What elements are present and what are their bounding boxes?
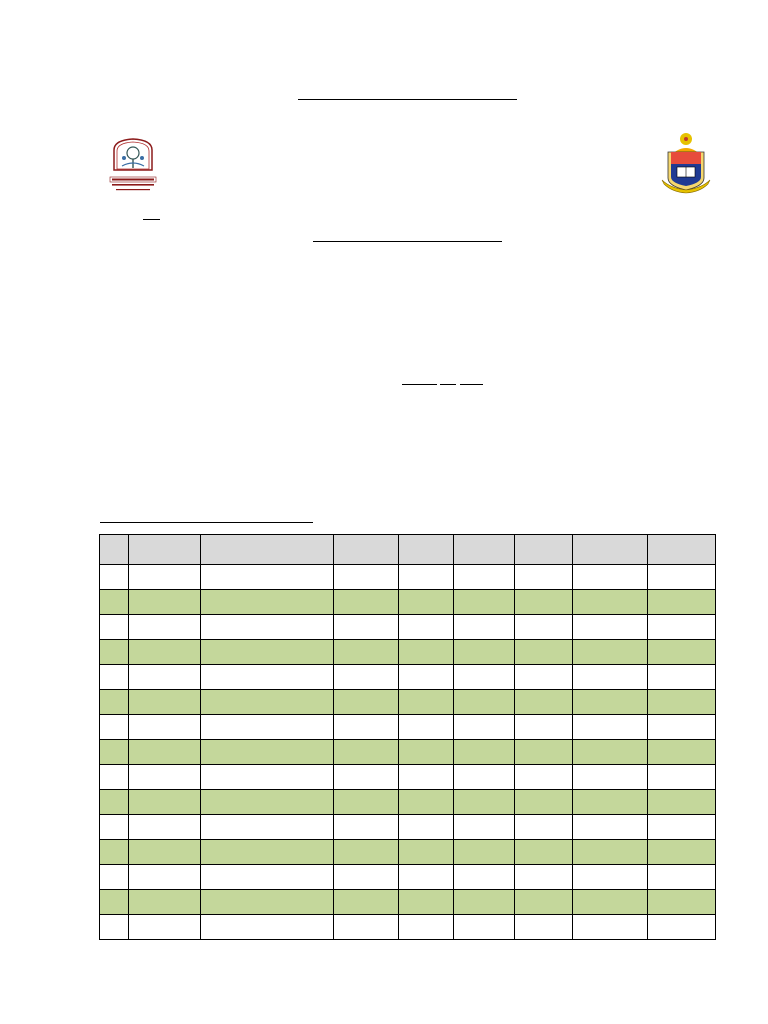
table-cell: [515, 565, 573, 590]
table-row: [100, 865, 716, 890]
table-cell: [573, 715, 648, 740]
table-cell: [399, 740, 454, 765]
table-cell: [129, 840, 201, 865]
table-cell: [129, 865, 201, 890]
table-cell: [129, 715, 201, 740]
table-cell: [454, 665, 515, 690]
table-cell: [334, 915, 399, 940]
table-cell: [201, 765, 334, 790]
header-cell: [129, 535, 201, 565]
table-cell: [100, 790, 129, 815]
header-cell: [201, 535, 334, 565]
table-cell: [201, 915, 334, 940]
table-cell: [573, 615, 648, 640]
table-cell: [399, 565, 454, 590]
table-cell: [399, 790, 454, 815]
table-row: [100, 765, 716, 790]
table-cell: [334, 590, 399, 615]
table-row: [100, 615, 716, 640]
table-cell: [454, 915, 515, 940]
table-cell: [100, 765, 129, 790]
table-cell: [100, 665, 129, 690]
table-cell: [515, 915, 573, 940]
table-row: [100, 565, 716, 590]
table-cell: [201, 615, 334, 640]
table-cell: [399, 690, 454, 715]
table-cell: [454, 790, 515, 815]
table-cell: [573, 815, 648, 840]
table-cell: [515, 740, 573, 765]
table-cell: [648, 815, 716, 840]
table-cell: [399, 615, 454, 640]
development-communication-logo: [108, 136, 158, 194]
table-cell: [573, 640, 648, 665]
table-cell: [100, 840, 129, 865]
header-cell: [648, 535, 716, 565]
table-header-row: [100, 535, 716, 565]
table-cell: [201, 565, 334, 590]
table-row: [100, 815, 716, 840]
date-day-underline: [402, 384, 437, 385]
university-crest-icon: [660, 130, 712, 194]
data-table: [99, 534, 716, 940]
table-cell: [454, 840, 515, 865]
table-cell: [399, 765, 454, 790]
table-cell: [129, 815, 201, 840]
table-cell: [399, 590, 454, 615]
table-row: [100, 690, 716, 715]
table-cell: [334, 865, 399, 890]
table-cell: [100, 615, 129, 640]
table-cell: [454, 715, 515, 740]
table-cell: [201, 790, 334, 815]
table-cell: [454, 690, 515, 715]
table-cell: [573, 665, 648, 690]
header-cell: [573, 535, 648, 565]
table-cell: [334, 765, 399, 790]
table-cell: [573, 765, 648, 790]
table-cell: [100, 740, 129, 765]
table-cell: [201, 840, 334, 865]
table-cell: [573, 865, 648, 890]
table-row: [100, 790, 716, 815]
table-cell: [100, 590, 129, 615]
table-cell: [129, 890, 201, 915]
header-cell: [399, 535, 454, 565]
table-cell: [454, 565, 515, 590]
table-cell: [454, 865, 515, 890]
table-cell: [573, 840, 648, 865]
table-cell: [399, 915, 454, 940]
table-cell: [129, 790, 201, 815]
table-cell: [573, 915, 648, 940]
date-year-underline: [460, 384, 483, 385]
table-cell: [648, 915, 716, 940]
table-cell: [648, 790, 716, 815]
table-cell: [454, 765, 515, 790]
table-cell: [399, 640, 454, 665]
table-cell: [454, 615, 515, 640]
table-cell: [399, 815, 454, 840]
table-cell: [334, 640, 399, 665]
table-row: [100, 590, 716, 615]
table-cell: [201, 715, 334, 740]
table-row: [100, 715, 716, 740]
table-cell: [515, 690, 573, 715]
table-cell: [129, 690, 201, 715]
table-cell: [648, 640, 716, 665]
table-cell: [454, 740, 515, 765]
table-cell: [399, 890, 454, 915]
table-cell: [201, 740, 334, 765]
table-cell: [515, 590, 573, 615]
table-row: [100, 890, 716, 915]
table-cell: [573, 790, 648, 815]
table-cell: [334, 715, 399, 740]
table-cell: [648, 565, 716, 590]
table-cell: [515, 890, 573, 915]
table-cell: [515, 665, 573, 690]
table-cell: [100, 890, 129, 915]
table-cell: [454, 815, 515, 840]
table-cell: [515, 840, 573, 865]
table-cell: [648, 765, 716, 790]
table-cell: [454, 890, 515, 915]
table-cell: [100, 715, 129, 740]
table-row: [100, 665, 716, 690]
table-cell: [648, 715, 716, 740]
table-body: [100, 565, 716, 940]
table-cell: [334, 615, 399, 640]
table-cell: [129, 915, 201, 940]
table-cell: [334, 840, 399, 865]
short-underline: [143, 219, 160, 220]
header-cell: [100, 535, 129, 565]
table-cell: [129, 565, 201, 590]
table-cell: [334, 815, 399, 840]
header-cell: [334, 535, 399, 565]
table-cell: [334, 690, 399, 715]
table-row: [100, 840, 716, 865]
university-crest-logo: [660, 130, 712, 194]
table-cell: [648, 740, 716, 765]
table-cell: [648, 590, 716, 615]
table-cell: [454, 640, 515, 665]
title-underline: [298, 99, 517, 100]
table-cell: [399, 665, 454, 690]
table-cell: [648, 665, 716, 690]
table-cell: [100, 640, 129, 665]
table-cell: [573, 890, 648, 915]
table-cell: [334, 665, 399, 690]
table-cell: [648, 615, 716, 640]
table-cell: [334, 790, 399, 815]
table-cell: [201, 590, 334, 615]
table-cell: [129, 615, 201, 640]
table-cell: [399, 715, 454, 740]
header-cell: [454, 535, 515, 565]
table-cell: [201, 690, 334, 715]
header-cell: [515, 535, 573, 565]
table-cell: [129, 590, 201, 615]
development-communication-logo-icon: [108, 136, 158, 194]
table-cell: [515, 865, 573, 890]
table-cell: [648, 865, 716, 890]
table-cell: [129, 765, 201, 790]
table-cell: [100, 915, 129, 940]
table-cell: [100, 565, 129, 590]
table-cell: [648, 840, 716, 865]
table-cell: [573, 590, 648, 615]
table-cell: [201, 815, 334, 840]
table-cell: [399, 840, 454, 865]
table-cell: [515, 790, 573, 815]
table-cell: [515, 815, 573, 840]
table-row: [100, 740, 716, 765]
table-cell: [201, 665, 334, 690]
table-cell: [334, 740, 399, 765]
table-cell: [454, 590, 515, 615]
table-cell: [201, 890, 334, 915]
date-month-underline: [440, 384, 456, 385]
table-cell: [201, 865, 334, 890]
table-cell: [100, 690, 129, 715]
table-cell: [129, 640, 201, 665]
table-cell: [515, 715, 573, 740]
table-cell: [201, 640, 334, 665]
table-cell: [648, 690, 716, 715]
table-cell: [129, 740, 201, 765]
table-cell: [129, 665, 201, 690]
table-cell: [515, 765, 573, 790]
table-cell: [573, 565, 648, 590]
table-cell: [648, 890, 716, 915]
table-heading-underline: [100, 522, 313, 523]
table-cell: [399, 865, 454, 890]
table-cell: [573, 690, 648, 715]
table-cell: [515, 615, 573, 640]
table-row: [100, 915, 716, 940]
table-row: [100, 640, 716, 665]
table-cell: [515, 640, 573, 665]
heading-underline: [313, 241, 502, 242]
table-cell: [100, 815, 129, 840]
table-cell: [573, 740, 648, 765]
table-cell: [100, 865, 129, 890]
table-cell: [334, 890, 399, 915]
table-cell: [334, 565, 399, 590]
